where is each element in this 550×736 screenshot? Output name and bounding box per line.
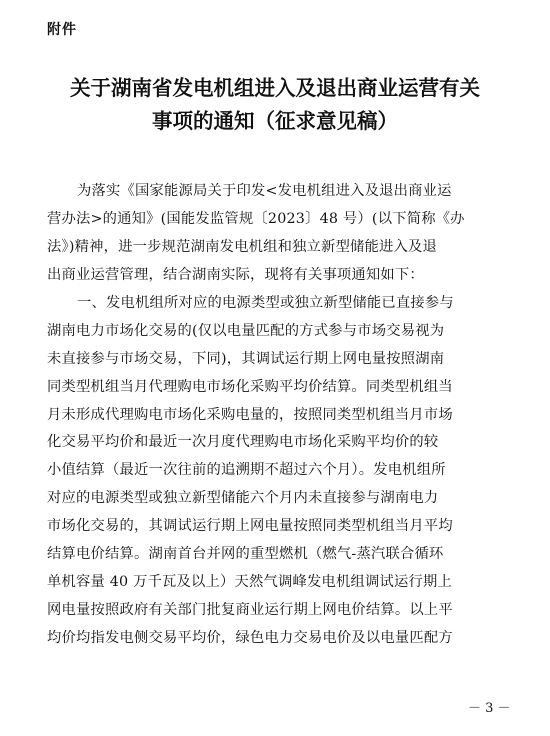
body-line: 未直接参与市场交易，下同)，其调试运行期上网电量按照湖南 bbox=[47, 350, 445, 367]
body-line: 网电量按照政府有关部门批复商业运行期上网电价结算。以上平 bbox=[47, 602, 453, 619]
body-line: 单机容量 40 万千瓦及以上）天然气调峰发电机组调试运行期上 bbox=[47, 574, 452, 591]
body-line: 法》)精神，进一步规范湖南发电机组和独立新型储能进入及退 bbox=[47, 238, 438, 255]
document-title-line-2: 事项的通知（征求意见稿） bbox=[152, 109, 398, 133]
body-line: 营办法>的通知》(国能发监管规〔2023〕48 号）(以下简称《办 bbox=[47, 210, 465, 227]
body-line: 为落实《国家能源局关于印发<发电机组进入及退出商业运 bbox=[77, 183, 452, 199]
body-line: 对应的电源类型或独立新型储能六个月内未直接参与湖南电力 bbox=[47, 490, 439, 507]
body-text bbox=[47, 178, 507, 653]
body-line: 出商业运营管理，结合湖南实际，现将有关事项通知如下： bbox=[47, 266, 424, 283]
body-line: 月未形成代理购电市场化采购电量的，按照同类型机组当月市场 bbox=[47, 406, 453, 423]
body-line: 化交易平均价和最近一次月度代理购电市场化采购平均价的较 bbox=[47, 434, 439, 451]
body-line: 同类型机组当月代理购电市场化采购平均价结算。同类型机组当 bbox=[47, 378, 453, 395]
body-line: 湖南电力市场化交易的(仅以电量匹配的方式参与市场交易视为 bbox=[47, 322, 445, 339]
body-line: 一、发电机组所对应的电源类型或独立新型储能已直接参与 bbox=[77, 294, 454, 311]
document-title-line-1: 关于湖南省发电机组进入及退出商业运营有关 bbox=[70, 76, 480, 100]
attachment-label: 附件 bbox=[47, 22, 77, 38]
body-line: 结算电价结算。湖南首台并网的重型燃机（燃气-蒸汽联合循环 bbox=[47, 546, 444, 563]
page-number: － 3 － bbox=[468, 701, 511, 716]
body-line: 小值结算（最近一次往前的追溯期不超过六个月）。发电机组所 bbox=[47, 462, 446, 479]
body-line: 市场化交易的，其调试运行期上网电量按照同类型机组当月平均 bbox=[47, 518, 453, 535]
body-line: 均价均指发电侧交易平均价，绿色电力交易电价及以电量匹配方 bbox=[47, 630, 453, 646]
